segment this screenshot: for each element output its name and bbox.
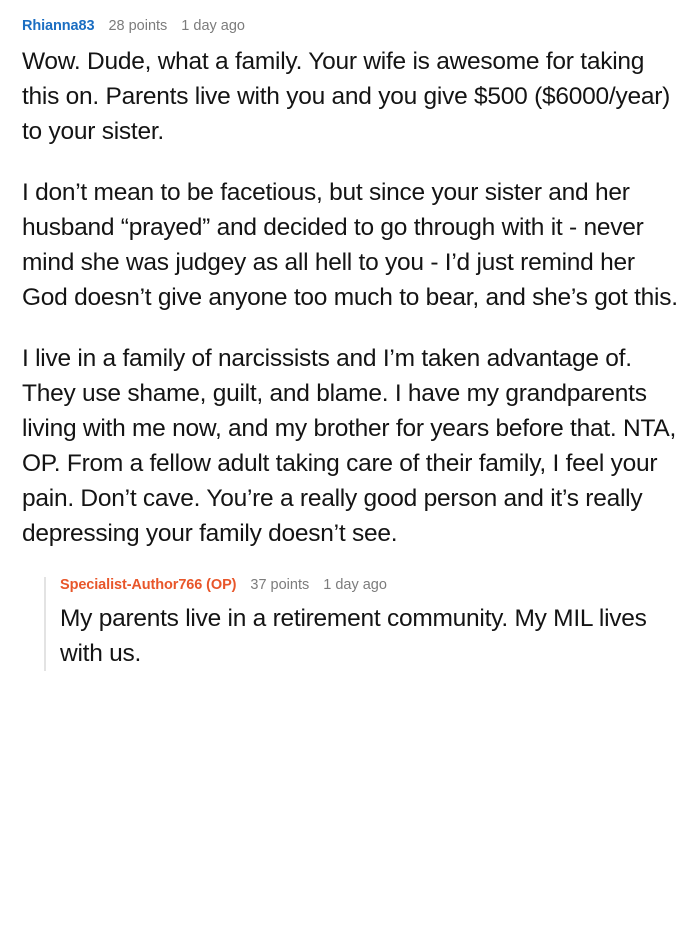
comment-body [22, 44, 678, 551]
reply-timestamp: 1 day ago [323, 577, 387, 594]
reply-paragraph: My parents live in a retirement community. My MIL lives with us. [60, 605, 647, 668]
reply-author[interactable]: Specialist-Author766 (OP) [60, 577, 237, 594]
comment-paragraph: Wow. Dude, what a family. Your wife is awesome for taking this on. Parents live with you and you give $500 ($6000/year) to your sister. [22, 48, 671, 146]
comment-author[interactable]: Rhianna83 [22, 18, 95, 34]
comment-points: 28 points [108, 18, 168, 34]
comment-paragraph: I don’t mean to be facetious, but since your sister and her husband “prayed” and decided to go through with it - never mind she was judgey as all hell to you - I’d just remind her God doesn’t give anyone too much to bear, and she’s got this. [22, 179, 678, 312]
reply-body [60, 601, 678, 671]
comment-root [22, 18, 678, 671]
comment-paragraph: I live in a family of narcissists and I’m taken advantage of. They use shame, guilt, and blame. I have my grandparents living with me now, and my brother for years before that. NTA, OP. From a fellow adult taking care of their family, I feel your pain. Don’t cave. You’re a really good person and it’s really depressing your family doesn’t see. [22, 345, 677, 548]
comment-timestamp: 1 day ago [181, 18, 245, 34]
comment-reply [44, 577, 678, 671]
comment-header [22, 18, 678, 34]
reply-header [60, 577, 678, 593]
reply-points: 37 points [250, 577, 310, 594]
